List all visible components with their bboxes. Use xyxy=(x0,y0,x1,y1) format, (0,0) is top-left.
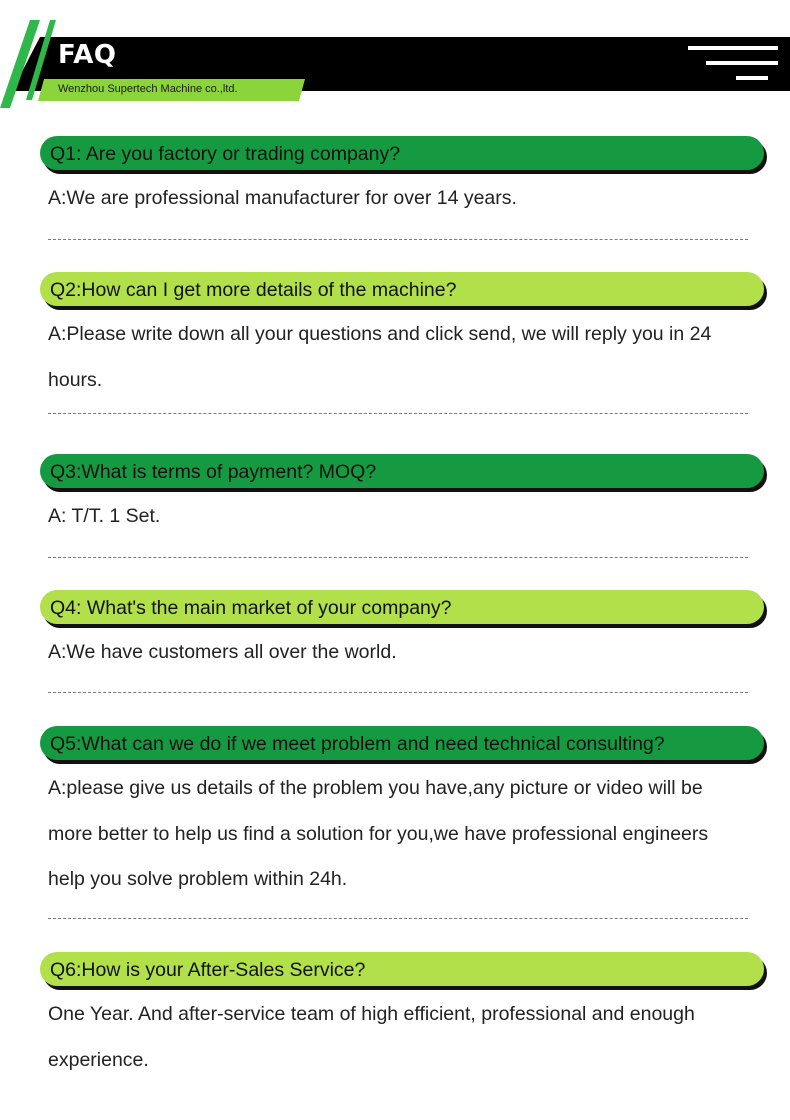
answer-5 xyxy=(48,766,778,903)
question-4: Q4: What's the main market of your company? xyxy=(40,590,764,624)
answer-1-line-1: A:We are professional manufacturer for over 14 years. xyxy=(48,187,517,209)
answer-6 xyxy=(48,992,778,1083)
answer-4 xyxy=(48,630,778,676)
question-6: Q6:How is your After-Sales Service? xyxy=(40,952,764,986)
question-2: Q2:How can I get more details of the machine? xyxy=(40,272,764,306)
company-name: Wenzhou Supertech Machine co.,ltd. xyxy=(58,83,238,95)
answer-5-line-1: A:please give us details of the problem you have,any picture or video will be xyxy=(48,777,703,799)
divider xyxy=(48,918,748,919)
answer-4-line-1: A:We have customers all over the world. xyxy=(48,641,397,663)
answer-3-line-1: A: T/T. 1 Set. xyxy=(48,505,161,527)
answer-5-line-3: help you solve problem within 24h. xyxy=(48,868,348,890)
answer-2-line-2: hours. xyxy=(48,368,103,391)
page-title: FAQ xyxy=(58,40,117,70)
divider xyxy=(48,239,748,240)
divider xyxy=(48,557,748,558)
answer-1 xyxy=(48,176,778,222)
answer-6-line-2: experience. xyxy=(48,1048,149,1071)
divider xyxy=(48,692,748,693)
question-3: Q3:What is terms of payment? MOQ? xyxy=(40,454,764,488)
answer-3 xyxy=(48,494,778,540)
answer-2-line-1: A:Please write down all your questions and click send, we will reply you in 24 xyxy=(48,323,712,345)
question-5: Q5:What can we do if we meet problem and need technical consulting? xyxy=(40,726,764,760)
divider xyxy=(48,413,748,414)
answer-2 xyxy=(48,312,778,403)
answer-6-line-1: One Year. And after-service team of high efficient, professional and enough xyxy=(48,1003,695,1025)
question-1: Q1: Are you factory or trading company? xyxy=(40,136,764,170)
answer-5-line-2: more better to help us find a solution for you,we have professional engineers xyxy=(48,822,709,845)
